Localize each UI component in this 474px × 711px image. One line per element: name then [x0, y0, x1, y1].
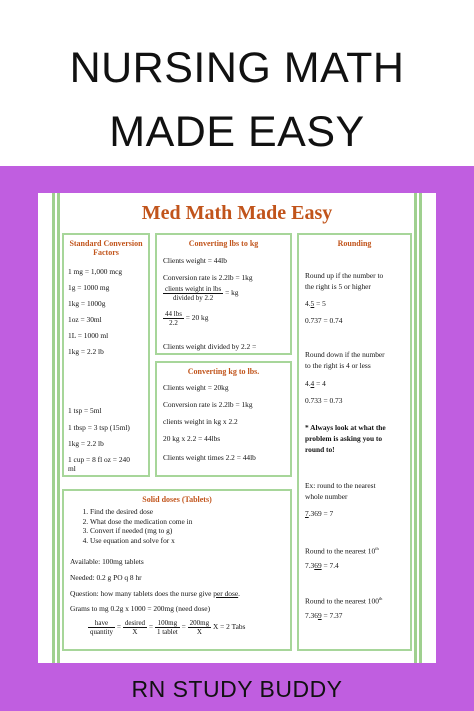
need-numerator: 200mg: [189, 619, 210, 627]
dose-question: [70, 589, 240, 598]
nearest-tenth-label: [305, 544, 379, 555]
lbs-formula-numerator: clients weight in lbs: [165, 285, 222, 293]
conversion-item: 1 tsp = 5ml: [68, 406, 102, 415]
conversion-item: 1g = 1000 mg: [68, 283, 110, 292]
step-item: 4. Use equation and solve for x: [90, 536, 192, 546]
nearest-tenth-digits: 69: [314, 561, 322, 570]
kg-weight: Clients weight = 20kg: [163, 383, 229, 392]
rounding-note: * Always look at what the: [305, 423, 386, 432]
nearest-hundredth-text: Round to the nearest 100: [305, 596, 379, 606]
rounding-note: round to!: [305, 445, 335, 454]
round-down-example-part: = 4: [314, 379, 326, 388]
solid-doses-steps: [78, 507, 192, 545]
needed-dose: Needed: 0.2 g PO q 8 hr: [70, 573, 142, 582]
round-down-rule: to the right is 4 or less: [305, 361, 371, 370]
conversion-item: 1kg = 2.2 lb: [68, 439, 104, 448]
lbs-formula-result: = kg: [225, 288, 239, 298]
step-item: 1. Find the desired dose: [90, 507, 192, 517]
conversion-factors-heading: Standard Conversion Factors: [69, 239, 143, 257]
conversion-item: 1 tbsp = 3 tsp (15ml): [68, 423, 130, 432]
nearest-tenth-suffix: th: [375, 546, 379, 551]
kg-to-lbs-box: [155, 361, 292, 477]
conversion-factors-box: [62, 233, 150, 477]
sheet-title: Med Math Made Easy: [141, 202, 333, 224]
step-item: 3. Convert if needed (mg to g): [90, 526, 192, 536]
x-denominator: X: [196, 628, 202, 636]
available-dose: Available: 100mg tablets: [70, 557, 144, 566]
lbs-example-denominator: 2.2: [169, 319, 178, 327]
dose-equation: [88, 619, 245, 636]
conversion-item: 1kg = 2.2 lb: [68, 347, 104, 356]
round-down-example: [305, 379, 326, 388]
nearest-whole-digit: 7: [305, 509, 309, 518]
nearest-tenth-example: [305, 561, 339, 570]
equals-sign: =: [181, 622, 186, 632]
kg-multiply: clients weight in kg x 2.2: [163, 417, 238, 426]
tablet-denominator: 1 tablet: [156, 628, 178, 636]
round-up-example-part: = 5: [314, 299, 326, 308]
lbs-to-kg-box: [155, 233, 292, 355]
nearest-hundredth-label: [305, 594, 382, 605]
round-up-rule: the right is 5 or higher: [305, 282, 371, 291]
lbs-weight: Clients weight = 44lb: [163, 256, 227, 265]
round-down-example-part: 4.: [305, 379, 311, 388]
solid-doses-heading: Solid doses (Tablets): [142, 495, 212, 504]
footer-brand: RN STUDY BUDDY: [131, 676, 343, 702]
kg-example: 20 kg x 2.2 = 44lbs: [163, 434, 221, 443]
lbs-example-numerator: 44 lbs: [165, 310, 182, 318]
solid-doses-box: [62, 489, 292, 651]
round-up-rule: Round up if the number to: [305, 271, 384, 280]
nearest-hundredth-part: 7.36: [305, 611, 318, 620]
round-up-example-2: 0.737 = 0.74: [305, 316, 343, 325]
dose-question-part: .: [238, 589, 240, 598]
rounding-note: problem is asking you to: [305, 434, 383, 443]
lbs-example: [163, 310, 208, 327]
conversion-item: 1 cup = 8 fl oz = 240: [68, 455, 130, 464]
kg-to-lbs-heading: Converting kg to lbs.: [187, 367, 260, 376]
rounding-box: [297, 233, 412, 651]
rounding-heading: Rounding: [337, 239, 372, 248]
conversion-item: ml: [68, 464, 76, 473]
equals-sign: =: [148, 622, 154, 632]
nearest-hundredth-digit: 9: [317, 611, 322, 620]
lbs-divided: Clients weight divided by 2.2 =: [163, 342, 257, 351]
grams-to-mg: Grams to mg 0.2g x 1000 = 200mg (need dose): [70, 604, 211, 613]
dose-question-emphasis: per dose: [213, 589, 239, 598]
kg-times: Clients weight times 2.2 = 44lb: [163, 453, 256, 462]
quantity-denominator: quantity: [90, 628, 113, 636]
nearest-whole-example: [305, 509, 333, 518]
lbs-to-kg-heading: Converting lbs to kg: [188, 239, 259, 248]
nearest-tenth-part: 7.3: [305, 561, 315, 570]
round-up-example-part: 4.: [305, 299, 311, 308]
kg-rate: Conversion rate is 2.2lb = 1kg: [163, 400, 253, 409]
headline-line-1: NURSING MATH: [69, 44, 405, 92]
round-down-rule: Round down if the number: [305, 350, 385, 359]
round-down-example-digit: 4: [310, 379, 315, 388]
nearest-tenth-text: Round to the nearest 10: [305, 546, 376, 556]
right-rail-inner: [414, 193, 417, 663]
nearest-hundredth-part: = 7.37: [321, 611, 343, 620]
conversion-item: 1oz = 30ml: [68, 315, 102, 324]
nearest-whole-label: Ex: round to the nearest: [305, 481, 376, 490]
round-up-example-digit: 5: [310, 299, 315, 308]
x-denominator: X: [132, 628, 138, 636]
mg-numerator: 100mg: [155, 619, 180, 628]
conversion-item: 1 mg = 1,000 mcg: [68, 267, 123, 276]
nearest-whole-label: whole number: [305, 492, 348, 501]
lbs-formula-denominator: divided by 2.2: [172, 294, 214, 302]
nearest-whole-rest: .369 = 7: [308, 509, 334, 518]
round-down-example-2: 0.733 = 0.73: [305, 396, 343, 405]
right-rail: [419, 193, 422, 663]
nearest-tenth-part: = 7.4: [321, 561, 339, 570]
dose-answer: X = 2 Tabs: [212, 622, 246, 632]
have-numerator: have: [88, 619, 115, 628]
dose-question-part: Question: how many tablets does the nurse give: [70, 589, 214, 598]
conversion-item: 1kg = 1000g: [68, 299, 106, 308]
nearest-hundredth-example: [305, 611, 342, 620]
left-rail: [52, 193, 55, 663]
round-up-example: [305, 299, 326, 308]
conversion-item: 1L = 1000 ml: [68, 331, 109, 340]
step-item: 2. What dose the medication come in: [90, 517, 192, 527]
desired-numerator: desired: [124, 619, 146, 627]
cheat-sheet: [38, 193, 436, 663]
lbs-formula: [163, 285, 238, 302]
nearest-hundredth-suffix: th: [378, 596, 383, 601]
left-rail-inner: [57, 193, 60, 663]
headline-line-2: MADE EASY: [109, 108, 365, 156]
lbs-rate: Conversion rate is 2.2lb = 1kg: [163, 273, 253, 282]
equals-sign: =: [116, 622, 121, 632]
lbs-example-result: = 20 kg: [185, 313, 209, 323]
